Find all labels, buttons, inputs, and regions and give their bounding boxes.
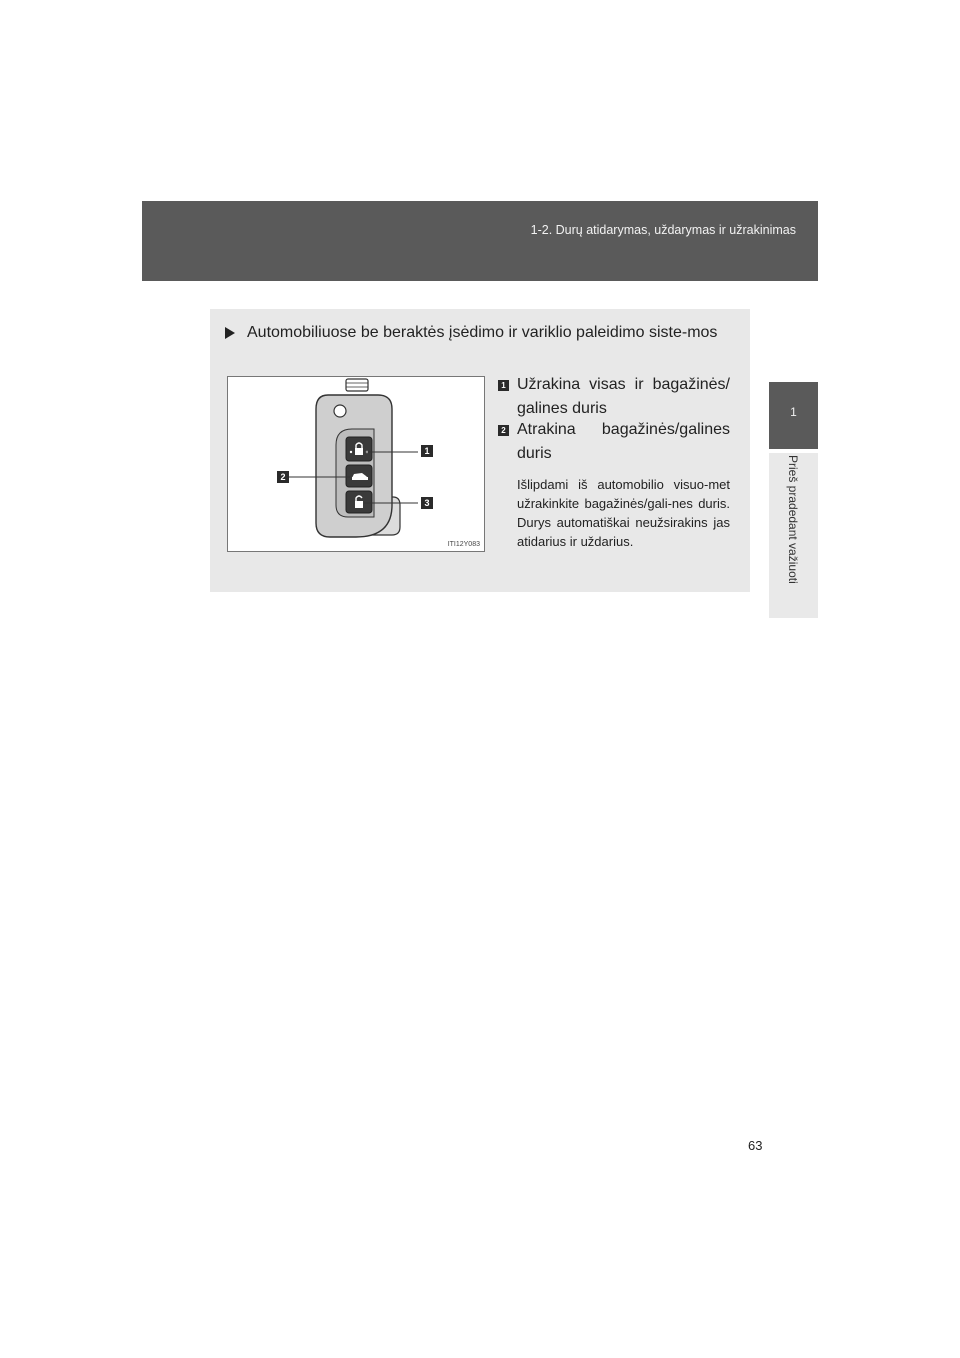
chapter-label: Prieš pradedant važiuoti [786,455,800,584]
item-badge: 1 [498,380,509,391]
chapter-tab [769,382,818,449]
key-fob-figure [227,376,485,552]
page-number: 63 [748,1138,763,1153]
item-badge: 2 [498,425,509,436]
item-text: Užrakina visas ir bagažinės/ galines duris [517,376,730,417]
section-heading [225,321,735,345]
callout-2: 2 [277,471,289,483]
header-band [142,201,818,281]
chapter-number: 1 [790,405,797,419]
key-fob-illustration [228,377,484,551]
list-item [498,418,730,466]
item-text: Atrakina bagažinės/galines duris [517,421,730,462]
section-title: 1-2. Durų atidarymas, uždarymas ir užrakinimas [530,223,796,237]
callout-1: 1 [421,445,433,457]
content-box [210,309,750,592]
list-item [498,373,730,421]
callout-3: 3 [421,497,433,509]
arrow-right-icon [225,327,235,339]
note-text: Išlipdami iš automobilio visuo-met užrakinkite bagažinės/gali-nes duris. Durys automatiškai neužsirakins jas atidarius ir uždarius. [517,477,730,549]
figure-code: ITI12Y083 [447,541,480,548]
heading-text: Automobiliuose be beraktės įsėdimo ir variklio paleidimo siste-mos [247,324,718,341]
